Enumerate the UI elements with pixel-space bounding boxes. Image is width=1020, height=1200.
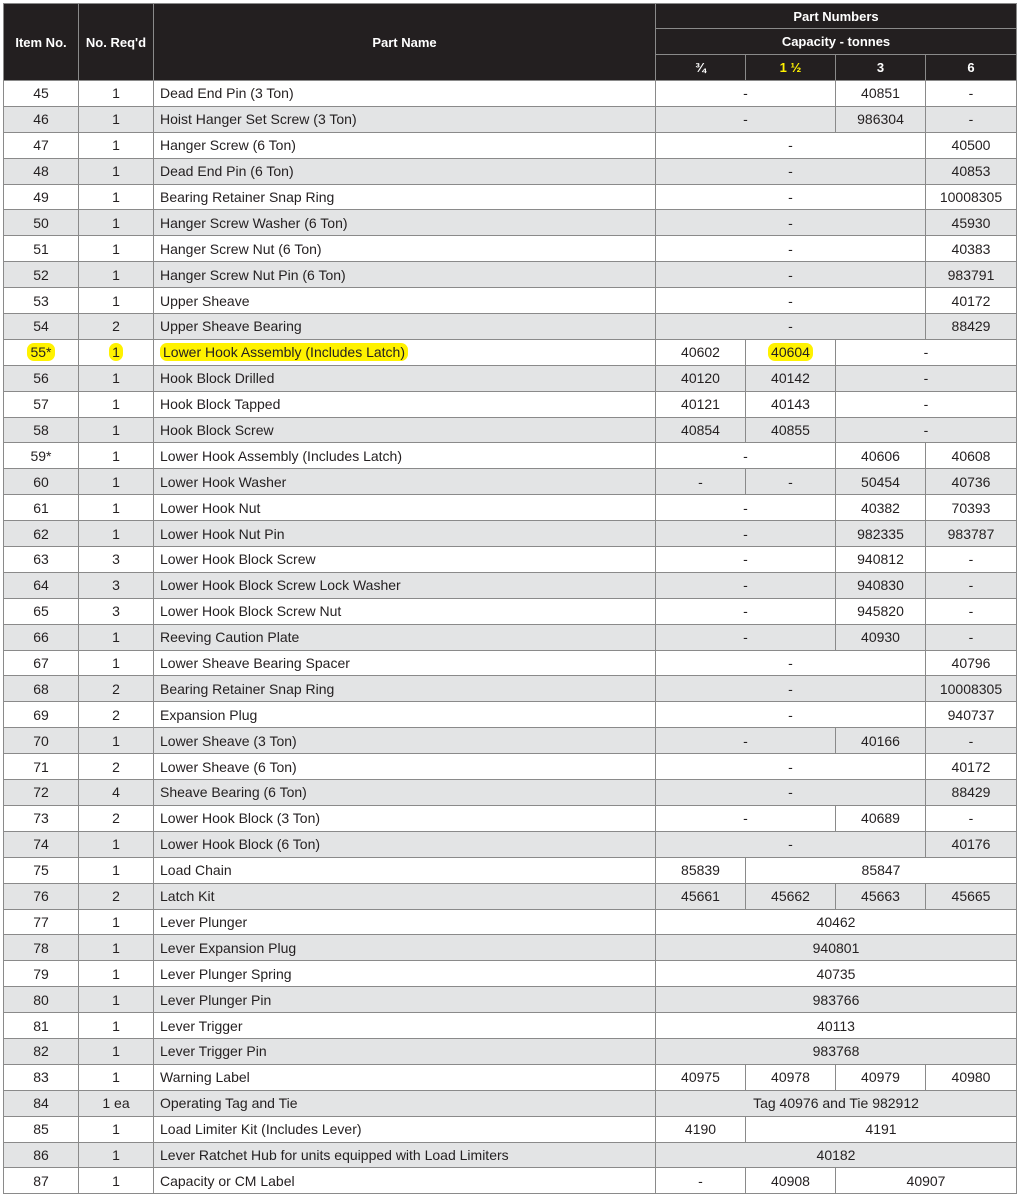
table-row — [4, 1064, 1017, 1090]
header-capacity-1-5 — [746, 55, 836, 81]
qty-cell: 1 — [79, 417, 154, 443]
qty-cell: 1 — [79, 158, 154, 184]
part-number-cell: - — [656, 210, 926, 236]
item-no-cell: 79 — [4, 961, 79, 987]
table-row — [4, 365, 1017, 391]
qty-cell: 2 — [79, 754, 154, 780]
table-row — [4, 1116, 1017, 1142]
table-row — [4, 106, 1017, 132]
table-row — [4, 262, 1017, 288]
part-name-cell: Lower Sheave (6 Ton) — [154, 754, 656, 780]
part-number-cell: 10008305 — [926, 676, 1017, 702]
table-row — [4, 987, 1017, 1013]
qty-cell-text: 1 — [109, 343, 123, 361]
part-name-cell: Expansion Plug — [154, 702, 656, 728]
item-no-cell: 86 — [4, 1142, 79, 1168]
header-part-numbers: Part Numbers — [656, 4, 1017, 29]
qty-cell: 1 — [79, 495, 154, 521]
part-number-cell: 945820 — [836, 598, 926, 624]
table-row — [4, 650, 1017, 676]
part-number-cell: 983791 — [926, 262, 1017, 288]
part-name-cell: Hoist Hanger Set Screw (3 Ton) — [154, 106, 656, 132]
item-no-cell: 75 — [4, 857, 79, 883]
part-number-cell: 40382 — [836, 495, 926, 521]
part-number-cell: 45930 — [926, 210, 1017, 236]
part-number-cell: 40143 — [746, 391, 836, 417]
item-no-cell: 77 — [4, 909, 79, 935]
part-name-cell: Lower Hook Block Screw Lock Washer — [154, 572, 656, 598]
part-number-cell: 940737 — [926, 702, 1017, 728]
part-number-cell: 10008305 — [926, 184, 1017, 210]
table-row — [4, 598, 1017, 624]
table-row — [4, 754, 1017, 780]
part-number-cell: - — [656, 81, 836, 107]
part-number-cell: - — [656, 780, 926, 806]
part-number-cell: - — [656, 650, 926, 676]
part-number-cell: 982335 — [836, 521, 926, 547]
item-no-cell: 63 — [4, 547, 79, 573]
part-number-cell: 40172 — [926, 288, 1017, 314]
part-number-cell: - — [836, 339, 1017, 365]
table-row — [4, 1142, 1017, 1168]
item-no-cell — [4, 339, 79, 365]
part-number-cell — [746, 339, 836, 365]
part-name-cell: Hook Block Drilled — [154, 365, 656, 391]
table-row — [4, 857, 1017, 883]
table-row — [4, 81, 1017, 107]
table-row — [4, 339, 1017, 365]
part-number-cell: 88429 — [926, 314, 1017, 340]
part-number-cell: 40853 — [926, 158, 1017, 184]
part-name-cell: Hanger Screw Nut (6 Ton) — [154, 236, 656, 262]
item-no-cell: 48 — [4, 158, 79, 184]
header-no-reqd: No. Req'd — [79, 4, 154, 81]
part-name-cell: Lever Expansion Plug — [154, 935, 656, 961]
part-number-cell: 40462 — [656, 909, 1017, 935]
qty-cell: 1 — [79, 81, 154, 107]
qty-cell: 1 — [79, 236, 154, 262]
part-number-cell: 45663 — [836, 883, 926, 909]
part-number-cell: - — [926, 805, 1017, 831]
part-number-cell: - — [656, 443, 836, 469]
part-number-cell: Tag 40976 and Tie 982912 — [656, 1090, 1017, 1116]
item-no-cell: 46 — [4, 106, 79, 132]
part-name-cell — [154, 339, 656, 365]
part-name-cell: Load Chain — [154, 857, 656, 883]
part-number-cell: 940801 — [656, 935, 1017, 961]
part-number-cell: - — [656, 754, 926, 780]
qty-cell: 1 — [79, 987, 154, 1013]
part-number-cell: 40855 — [746, 417, 836, 443]
table-row — [4, 1168, 1017, 1194]
qty-cell: 1 — [79, 469, 154, 495]
part-number-cell: 40121 — [656, 391, 746, 417]
part-number-cell: 45665 — [926, 883, 1017, 909]
part-name-cell: Lower Hook Block (6 Ton) — [154, 831, 656, 857]
part-number-cell: 50454 — [836, 469, 926, 495]
table-row — [4, 1038, 1017, 1064]
table-row — [4, 624, 1017, 650]
qty-cell: 3 — [79, 598, 154, 624]
table-row — [4, 391, 1017, 417]
qty-cell: 1 — [79, 728, 154, 754]
header-capacity-6: 6 — [926, 55, 1017, 81]
part-number-cell: - — [656, 547, 836, 573]
part-number-cell: - — [926, 728, 1017, 754]
part-number-cell: 40736 — [926, 469, 1017, 495]
table-header — [4, 4, 1017, 81]
part-name-cell: Lower Hook Block (3 Ton) — [154, 805, 656, 831]
part-name-cell: Lower Hook Nut — [154, 495, 656, 521]
item-no-cell: 49 — [4, 184, 79, 210]
qty-cell: 1 — [79, 365, 154, 391]
part-name-cell: Lower Hook Block Screw Nut — [154, 598, 656, 624]
qty-cell: 1 ea — [79, 1090, 154, 1116]
part-number-cell: 40908 — [746, 1168, 836, 1194]
part-number-cell: - — [656, 314, 926, 340]
part-name-cell: Sheave Bearing (6 Ton) — [154, 780, 656, 806]
item-no-cell: 62 — [4, 521, 79, 547]
qty-cell: 2 — [79, 702, 154, 728]
qty-cell: 4 — [79, 780, 154, 806]
part-number-cell: - — [836, 417, 1017, 443]
part-number-cell: - — [656, 236, 926, 262]
qty-cell: 1 — [79, 1142, 154, 1168]
part-number-cell: 986304 — [836, 106, 926, 132]
item-no-cell: 64 — [4, 572, 79, 598]
item-no-cell: 65 — [4, 598, 79, 624]
header-capacity-1-5-label: 1 ½ — [779, 60, 802, 75]
part-name-cell: Lower Sheave Bearing Spacer — [154, 650, 656, 676]
item-no-cell: 81 — [4, 1013, 79, 1039]
qty-cell: 1 — [79, 210, 154, 236]
table-row — [4, 805, 1017, 831]
qty-cell: 1 — [79, 132, 154, 158]
header-capacity-3-4: ¾ — [656, 55, 746, 81]
part-name-cell-text: Lower Hook Assembly (Includes Latch) — [160, 343, 408, 361]
part-number-cell: 40854 — [656, 417, 746, 443]
part-number-cell: - — [926, 624, 1017, 650]
part-number-cell: 70393 — [926, 495, 1017, 521]
part-name-cell: Warning Label — [154, 1064, 656, 1090]
item-no-cell: 58 — [4, 417, 79, 443]
part-number-cell: 40979 — [836, 1064, 926, 1090]
qty-cell: 2 — [79, 805, 154, 831]
part-name-cell: Upper Sheave Bearing — [154, 314, 656, 340]
table-row — [4, 210, 1017, 236]
item-no-cell: 57 — [4, 391, 79, 417]
part-number-cell: - — [656, 702, 926, 728]
part-number-cell: - — [926, 598, 1017, 624]
part-number-cell: 983787 — [926, 521, 1017, 547]
qty-cell: 3 — [79, 572, 154, 598]
part-number-cell: 40851 — [836, 81, 926, 107]
table-row — [4, 288, 1017, 314]
part-name-cell: Operating Tag and Tie — [154, 1090, 656, 1116]
qty-cell: 1 — [79, 443, 154, 469]
qty-cell: 1 — [79, 935, 154, 961]
part-number-cell: 40383 — [926, 236, 1017, 262]
table-row — [4, 1090, 1017, 1116]
part-name-cell: Hanger Screw Washer (6 Ton) — [154, 210, 656, 236]
qty-cell: 1 — [79, 106, 154, 132]
part-number-cell: - — [656, 288, 926, 314]
qty-cell: 1 — [79, 1013, 154, 1039]
table-row — [4, 236, 1017, 262]
part-name-cell: Lever Plunger — [154, 909, 656, 935]
item-no-cell: 69 — [4, 702, 79, 728]
part-name-cell: Hook Block Tapped — [154, 391, 656, 417]
part-number-cell: 40796 — [926, 650, 1017, 676]
parts-list-page — [3, 3, 1016, 1194]
part-number-cell: 40172 — [926, 754, 1017, 780]
part-number-cell: - — [656, 831, 926, 857]
part-number-cell: 40975 — [656, 1064, 746, 1090]
part-name-cell: Upper Sheave — [154, 288, 656, 314]
table-row — [4, 443, 1017, 469]
qty-cell: 2 — [79, 883, 154, 909]
table-row — [4, 547, 1017, 573]
item-no-cell: 84 — [4, 1090, 79, 1116]
part-number-cell: - — [836, 391, 1017, 417]
part-name-cell: Latch Kit — [154, 883, 656, 909]
item-no-cell: 78 — [4, 935, 79, 961]
part-number-cell: - — [656, 262, 926, 288]
part-number-cell: - — [926, 106, 1017, 132]
part-number-cell: - — [656, 728, 836, 754]
item-no-cell: 45 — [4, 81, 79, 107]
part-number-cell: - — [656, 598, 836, 624]
table-row — [4, 158, 1017, 184]
qty-cell: 2 — [79, 314, 154, 340]
part-number-cell: 40907 — [836, 1168, 1017, 1194]
item-no-cell: 80 — [4, 987, 79, 1013]
qty-cell: 1 — [79, 521, 154, 547]
part-number-cell: 4191 — [746, 1116, 1017, 1142]
part-number-cell: 40608 — [926, 443, 1017, 469]
table-row — [4, 521, 1017, 547]
qty-cell: 1 — [79, 184, 154, 210]
header-capacity: Capacity - tonnes — [656, 29, 1017, 55]
part-number-cell: 40606 — [836, 443, 926, 469]
part-name-cell: Hanger Screw Nut Pin (6 Ton) — [154, 262, 656, 288]
part-name-cell: Lever Plunger Spring — [154, 961, 656, 987]
part-name-cell: Lower Hook Nut Pin — [154, 521, 656, 547]
part-number-cell: 40176 — [926, 831, 1017, 857]
part-name-cell: Hook Block Screw — [154, 417, 656, 443]
part-number-cell: 983768 — [656, 1038, 1017, 1064]
part-number-cell: 940830 — [836, 572, 926, 598]
item-no-cell: 83 — [4, 1064, 79, 1090]
table-row — [4, 132, 1017, 158]
part-number-cell: - — [656, 184, 926, 210]
qty-cell: 1 — [79, 857, 154, 883]
item-no-cell: 60 — [4, 469, 79, 495]
part-number-cell: - — [746, 469, 836, 495]
part-number-cell: 40500 — [926, 132, 1017, 158]
part-number-cell: 88429 — [926, 780, 1017, 806]
item-no-cell: 67 — [4, 650, 79, 676]
qty-cell: 1 — [79, 391, 154, 417]
part-number-cell: 40142 — [746, 365, 836, 391]
part-number-cell: - — [656, 495, 836, 521]
part-number-cell: - — [836, 365, 1017, 391]
part-number-cell: 40182 — [656, 1142, 1017, 1168]
part-number-cell: - — [656, 106, 836, 132]
table-row — [4, 1013, 1017, 1039]
item-no-cell: 87 — [4, 1168, 79, 1194]
part-number-cell: - — [656, 676, 926, 702]
header-capacity-3: 3 — [836, 55, 926, 81]
qty-cell: 1 — [79, 624, 154, 650]
qty-cell: 1 — [79, 909, 154, 935]
item-no-cell: 54 — [4, 314, 79, 340]
part-name-cell: Lever Plunger Pin — [154, 987, 656, 1013]
part-number-cell: 85839 — [656, 857, 746, 883]
part-number-cell: - — [656, 624, 836, 650]
item-no-cell: 51 — [4, 236, 79, 262]
table-body — [4, 81, 1017, 1194]
part-number-cell: - — [656, 572, 836, 598]
part-number-cell: - — [926, 547, 1017, 573]
part-number-cell: 40735 — [656, 961, 1017, 987]
part-number-cell: 45662 — [746, 883, 836, 909]
part-name-cell: Lever Ratchet Hub for units equipped with Load Limiters — [154, 1142, 656, 1168]
qty-cell: 1 — [79, 262, 154, 288]
qty-cell: 1 — [79, 831, 154, 857]
table-row — [4, 469, 1017, 495]
item-no-cell: 68 — [4, 676, 79, 702]
part-number-cell: 40113 — [656, 1013, 1017, 1039]
item-no-cell: 73 — [4, 805, 79, 831]
part-name-cell: Lower Hook Washer — [154, 469, 656, 495]
table-row — [4, 184, 1017, 210]
part-number-cell-text: 40604 — [768, 343, 813, 361]
part-number-cell: 40930 — [836, 624, 926, 650]
item-no-cell: 61 — [4, 495, 79, 521]
header-item-no: Item No. — [4, 4, 79, 81]
part-number-cell: 85847 — [746, 857, 1017, 883]
part-name-cell: Bearing Retainer Snap Ring — [154, 184, 656, 210]
item-no-cell: 52 — [4, 262, 79, 288]
table-row — [4, 676, 1017, 702]
qty-cell: 3 — [79, 547, 154, 573]
part-name-cell: Capacity or CM Label — [154, 1168, 656, 1194]
item-no-cell: 74 — [4, 831, 79, 857]
part-name-cell: Lever Trigger — [154, 1013, 656, 1039]
item-no-cell: 66 — [4, 624, 79, 650]
part-number-cell: - — [656, 469, 746, 495]
part-number-cell: 40980 — [926, 1064, 1017, 1090]
part-name-cell: Load Limiter Kit (Includes Lever) — [154, 1116, 656, 1142]
item-no-cell: 50 — [4, 210, 79, 236]
part-name-cell: Dead End Pin (3 Ton) — [154, 81, 656, 107]
qty-cell: 1 — [79, 288, 154, 314]
item-no-cell: 85 — [4, 1116, 79, 1142]
qty-cell: 1 — [79, 1038, 154, 1064]
item-no-cell: 72 — [4, 780, 79, 806]
part-number-cell: 40978 — [746, 1064, 836, 1090]
part-number-cell: 4190 — [656, 1116, 746, 1142]
part-number-cell: 940812 — [836, 547, 926, 573]
part-number-cell: - — [656, 1168, 746, 1194]
qty-cell — [79, 339, 154, 365]
table-row — [4, 314, 1017, 340]
part-name-cell: Lower Hook Block Screw — [154, 547, 656, 573]
item-no-cell: 76 — [4, 883, 79, 909]
part-name-cell: Reeving Caution Plate — [154, 624, 656, 650]
part-name-cell: Hanger Screw (6 Ton) — [154, 132, 656, 158]
item-no-cell: 56 — [4, 365, 79, 391]
part-number-cell: - — [926, 81, 1017, 107]
item-no-cell: 53 — [4, 288, 79, 314]
part-number-cell: 40120 — [656, 365, 746, 391]
table-row — [4, 831, 1017, 857]
part-name-cell: Lower Sheave (3 Ton) — [154, 728, 656, 754]
header-part-name: Part Name — [154, 4, 656, 81]
item-no-cell: 59* — [4, 443, 79, 469]
item-no-cell: 47 — [4, 132, 79, 158]
qty-cell: 1 — [79, 961, 154, 987]
part-name-cell: Bearing Retainer Snap Ring — [154, 676, 656, 702]
part-number-cell: 40602 — [656, 339, 746, 365]
part-number-cell: 45661 — [656, 883, 746, 909]
table-row — [4, 728, 1017, 754]
table-row — [4, 909, 1017, 935]
table-row — [4, 961, 1017, 987]
part-number-cell: 40166 — [836, 728, 926, 754]
part-number-cell: - — [656, 521, 836, 547]
table-row — [4, 702, 1017, 728]
table-row — [4, 883, 1017, 909]
part-number-cell: - — [926, 572, 1017, 598]
item-no-cell: 82 — [4, 1038, 79, 1064]
qty-cell: 1 — [79, 650, 154, 676]
table-row — [4, 495, 1017, 521]
parts-table — [3, 3, 1017, 1194]
part-number-cell: 40689 — [836, 805, 926, 831]
table-row — [4, 572, 1017, 598]
part-name-cell: Lever Trigger Pin — [154, 1038, 656, 1064]
part-number-cell: 983766 — [656, 987, 1017, 1013]
part-name-cell: Lower Hook Assembly (Includes Latch) — [154, 443, 656, 469]
part-number-cell: - — [656, 805, 836, 831]
part-number-cell: - — [656, 132, 926, 158]
table-row — [4, 935, 1017, 961]
item-no-cell-text: 55* — [27, 343, 54, 361]
item-no-cell: 71 — [4, 754, 79, 780]
qty-cell: 1 — [79, 1116, 154, 1142]
table-row — [4, 780, 1017, 806]
item-no-cell: 70 — [4, 728, 79, 754]
qty-cell: 2 — [79, 676, 154, 702]
qty-cell: 1 — [79, 1168, 154, 1194]
part-number-cell: - — [656, 158, 926, 184]
qty-cell: 1 — [79, 1064, 154, 1090]
part-name-cell: Dead End Pin (6 Ton) — [154, 158, 656, 184]
table-row — [4, 417, 1017, 443]
